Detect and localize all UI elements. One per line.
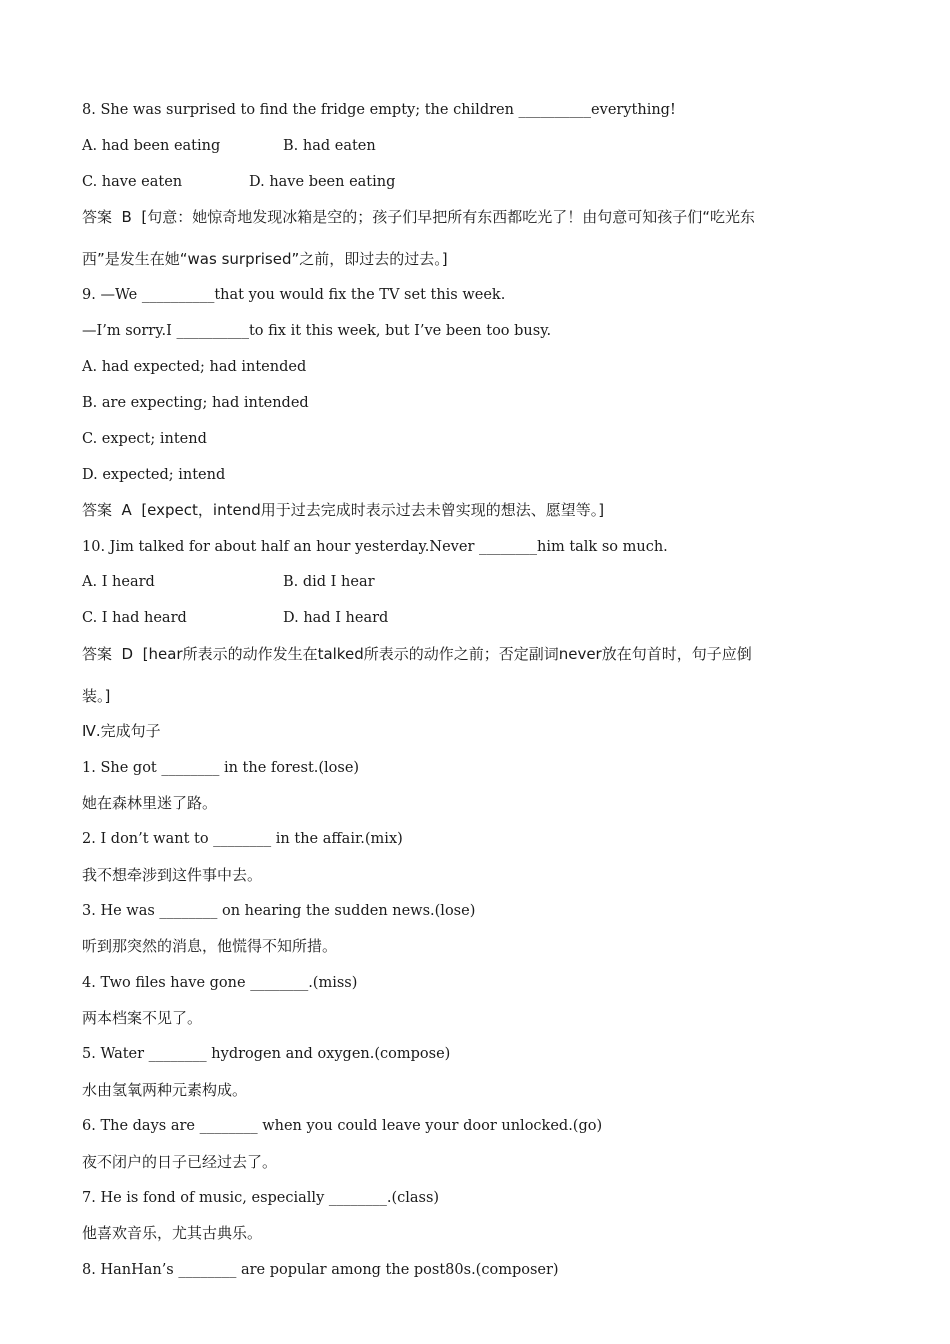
sentence-7-chinese: 他喜欢音乐，尤其古典乐。 bbox=[82, 1224, 263, 1242]
question-9-option-a: A. had expected; had intended bbox=[82, 359, 307, 375]
sentence-3-english: 3. He was ________ on hearing the sudden news.(lose) bbox=[82, 903, 476, 919]
question-10-answer-line-1: 答案 D [hear所表示的动作发生在talked所表示的动作之前；否定副词never放在句首时，句子应倒 bbox=[82, 645, 752, 663]
sentence-1-english: 1. She got ________ in the forest.(lose) bbox=[82, 760, 360, 776]
sentence-4-chinese: 两本档案不见了。 bbox=[82, 1009, 203, 1027]
question-10-stem: 10. Jim talked for about half an hour yesterday.Never ________him talk so much. bbox=[82, 539, 668, 555]
question-8-answer-line-2: 西”是发生在她“was surprised”之前，即过去的过去。] bbox=[82, 250, 448, 268]
sentence-2-english: 2. I don’t want to ________ in the affair.(mix) bbox=[82, 831, 403, 847]
question-10-option-c: C. I had heard bbox=[82, 610, 187, 626]
question-9-stem-1: 9. —We __________that you would fix the TV set this week. bbox=[82, 287, 506, 303]
question-9-stem-2: —I’m sorry.I __________to fix it this week, but I’ve been too busy. bbox=[82, 323, 552, 339]
question-9-answer: 答案 A [expect，intend用于过去完成时表示过去未曾实现的想法、愿望等。] bbox=[82, 501, 605, 519]
section-heading: Ⅳ.完成句子 bbox=[82, 722, 161, 740]
sentence-4-english: 4. Two files have gone ________.(miss) bbox=[82, 975, 358, 991]
sentence-3-chinese: 听到那突然的消息，他慌得不知所措。 bbox=[82, 937, 338, 955]
sentence-6-english: 6. The days are ________ when you could leave your door unlocked.(go) bbox=[82, 1118, 603, 1134]
question-10-option-d: D. had I heard bbox=[283, 610, 389, 626]
question-9-option-b: B. are expecting; had intended bbox=[82, 395, 309, 411]
question-8-option-d: D. have been eating bbox=[249, 174, 396, 190]
question-8-stem: 8. She was surprised to find the fridge empty; the children __________everything! bbox=[82, 102, 676, 118]
sentence-7-english: 7. He is fond of music, especially ________.(class) bbox=[82, 1190, 440, 1206]
question-10-option-a: A. I heard bbox=[82, 574, 155, 590]
sentence-5-english: 5. Water ________ hydrogen and oxygen.(compose) bbox=[82, 1046, 451, 1062]
question-9-option-d: D. expected; intend bbox=[82, 467, 226, 483]
sentence-1-chinese: 她在森林里迷了路。 bbox=[82, 794, 218, 812]
question-8-option-c: C. have eaten bbox=[82, 174, 183, 190]
question-10-answer-line-2: 装。] bbox=[82, 687, 111, 705]
question-8-option-a: A. had been eating bbox=[82, 138, 221, 154]
question-8-option-b: B. had eaten bbox=[283, 138, 376, 154]
sentence-6-chinese: 夜不闭户的日子已经过去了。 bbox=[82, 1153, 278, 1171]
question-9-option-c: C. expect; intend bbox=[82, 431, 207, 447]
question-8-answer-line-1: 答案 B [句意：她惊奇地发现冰箱是空的；孩子们早把所有东西都吃光了！由句意可知孩子们“吃光东 bbox=[82, 208, 755, 226]
sentence-2-chinese: 我不想牵涉到这件事中去。 bbox=[82, 866, 263, 884]
question-10-option-b: B. did I hear bbox=[283, 574, 375, 590]
sentence-8-english: 8. HanHan’s ________ are popular among the post80s.(composer) bbox=[82, 1262, 559, 1278]
sentence-5-chinese: 水由氢氧两种元素构成。 bbox=[82, 1081, 248, 1099]
